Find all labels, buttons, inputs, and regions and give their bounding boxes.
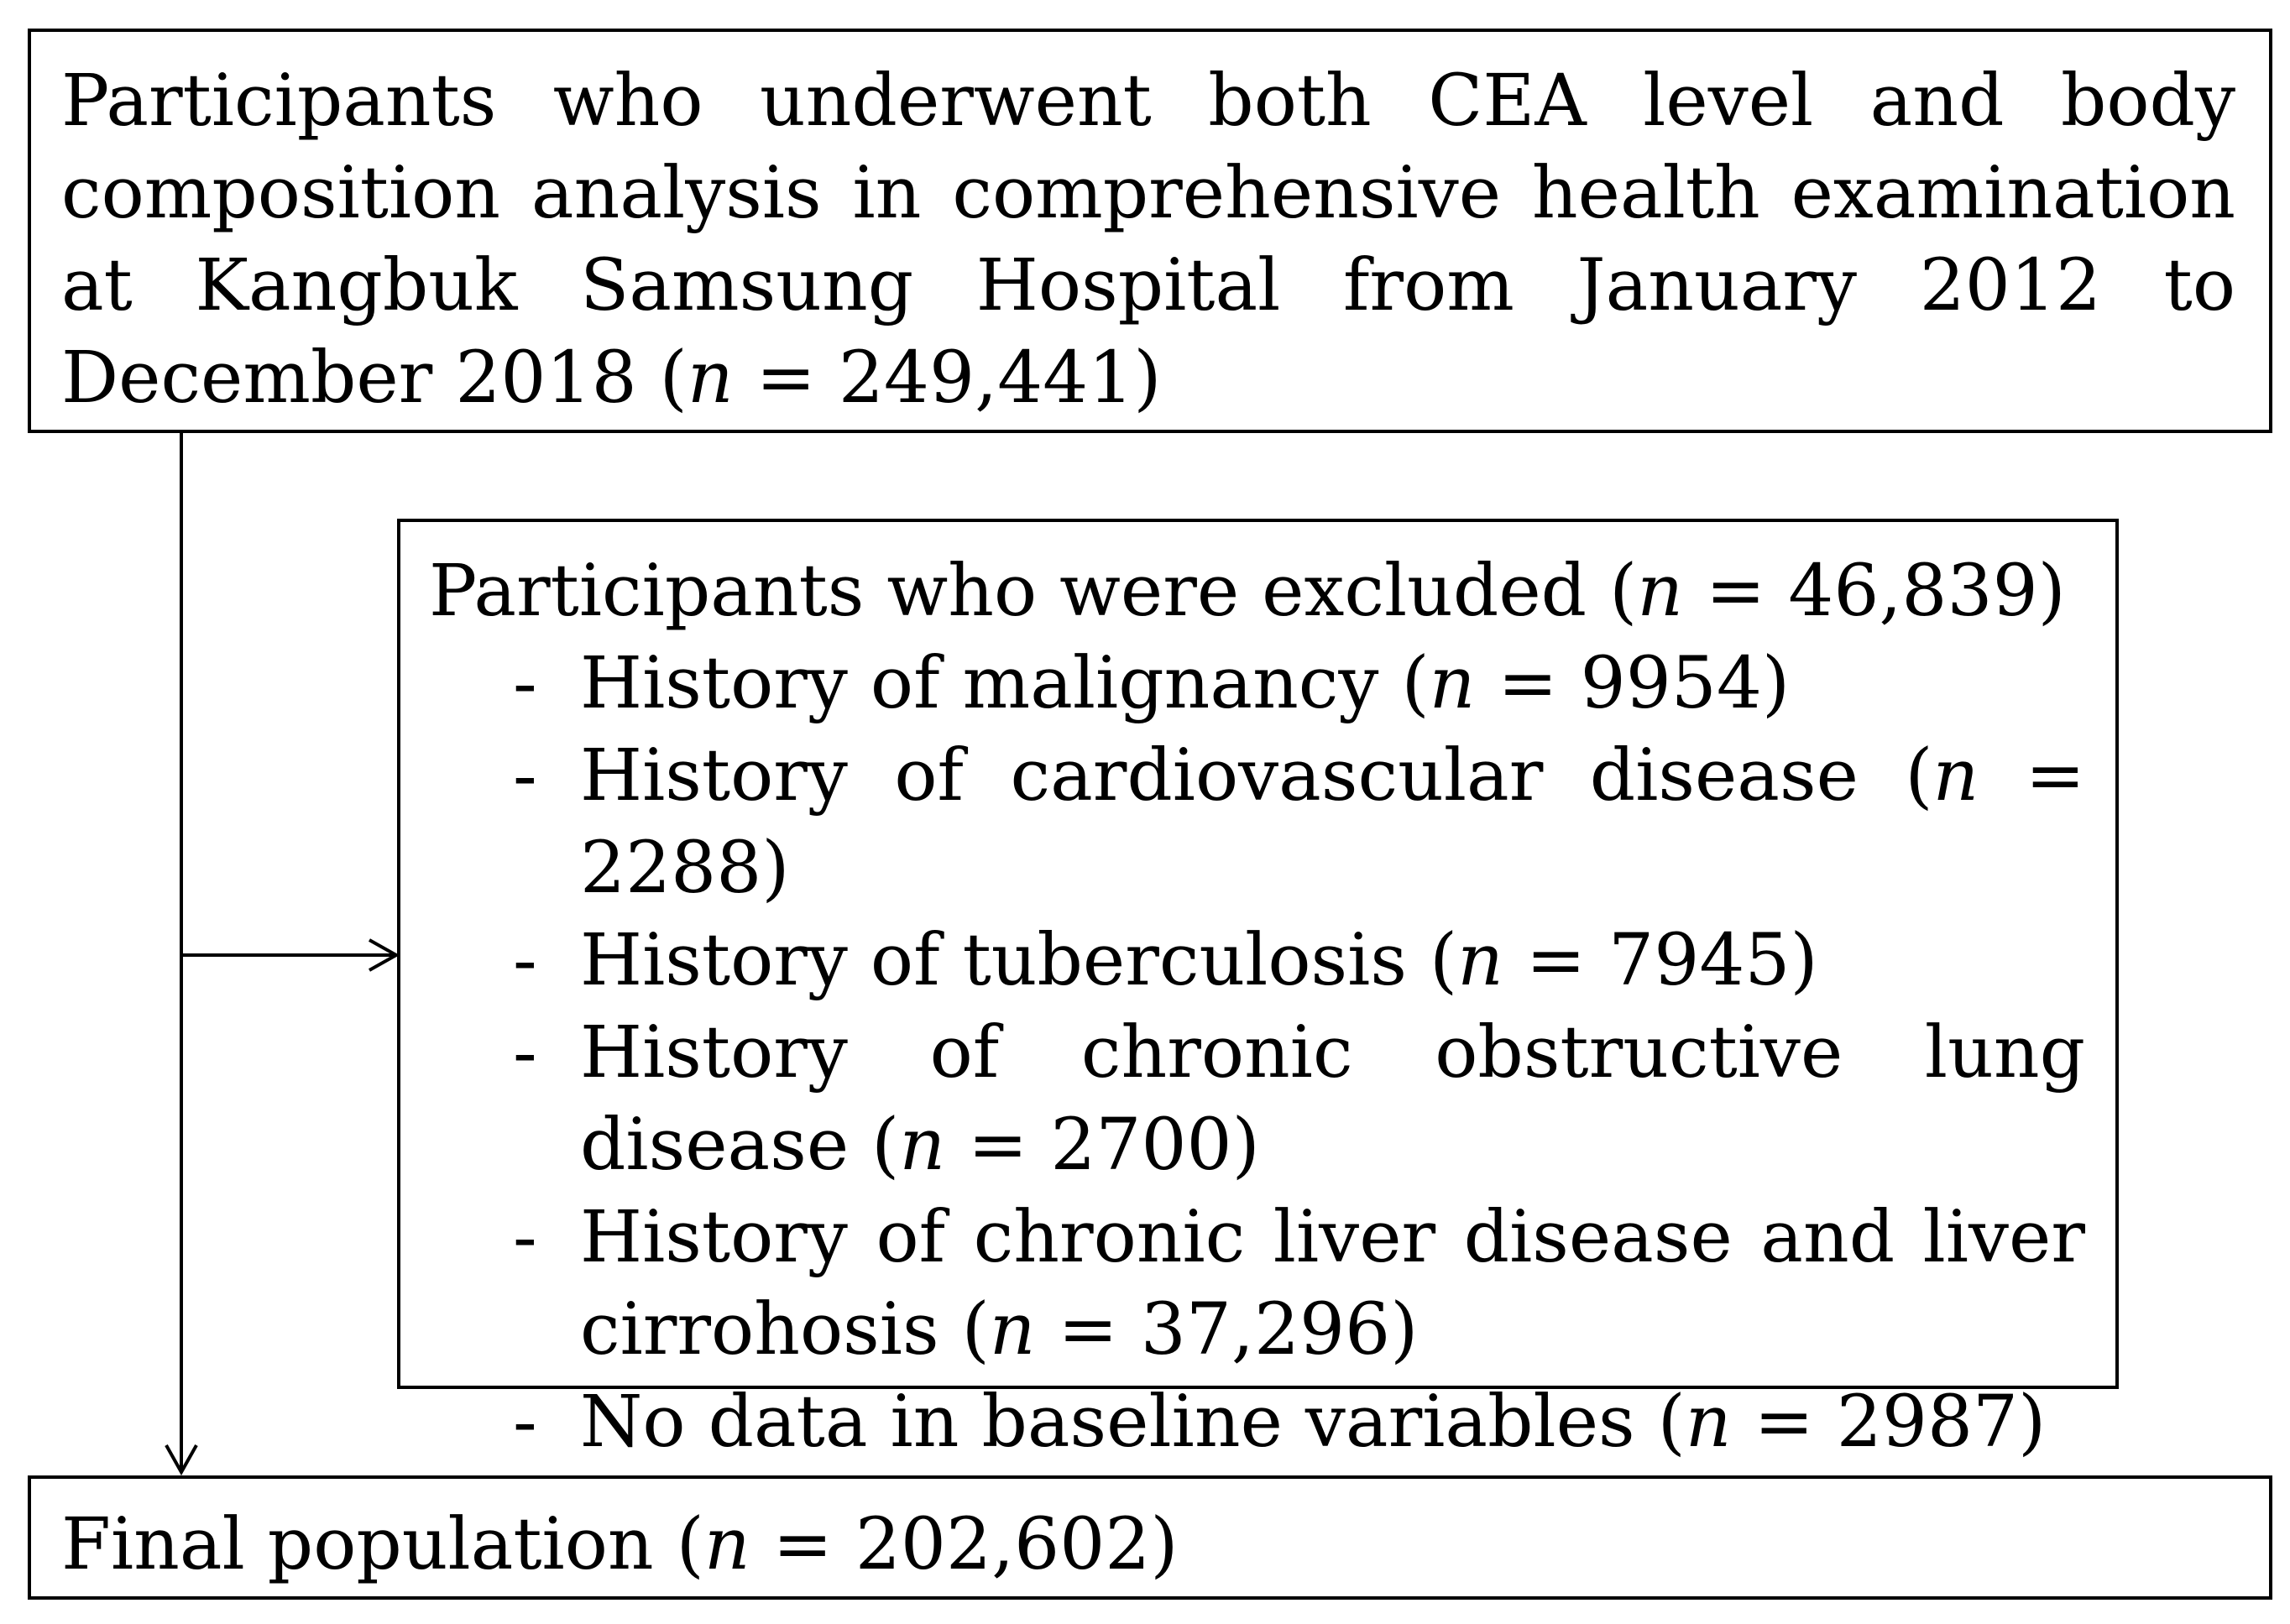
n-label: n	[899, 1104, 946, 1187]
exclusion-item	[429, 915, 2085, 1007]
exclusion-item-text: History of malignancy (	[580, 642, 1430, 725]
n-label: n	[1932, 734, 1979, 817]
n-label: n	[703, 1503, 750, 1586]
list-dash: -	[513, 734, 537, 817]
exclusion-box	[397, 519, 2119, 1464]
exclusion-heading	[429, 546, 2085, 638]
exclusion-criteria-list	[429, 638, 2085, 1469]
final-population-text	[61, 1499, 2235, 1591]
exclusion-item-text: No data in baseline variables (	[580, 1381, 1686, 1464]
n-label: n	[1637, 550, 1683, 633]
list-dash: -	[513, 1196, 537, 1279]
list-dash: -	[513, 1381, 537, 1464]
exclusion-item	[429, 1376, 2085, 1469]
exclusion-total-count: = 46,839)	[1682, 550, 2066, 633]
n-label: n	[1685, 1381, 1732, 1464]
n-label: n	[989, 1288, 1036, 1371]
exclusion-item-text: History of chronic obstructive lung disease (	[580, 1011, 2085, 1187]
exclusion-item	[429, 1192, 2085, 1376]
final-population-label: Final population (	[61, 1503, 704, 1586]
exclusion-item-count: = 7945)	[1503, 919, 1818, 1002]
list-dash: -	[513, 642, 537, 725]
n-label: n	[1429, 642, 1476, 725]
arrowhead-down-icon	[166, 1445, 196, 1472]
enrollment-description: Participants who underwent both CEA level and body composition analysis in comprehensive health examination at Kangbuk Samsung Hospital from January 2012 to December 2018 (	[61, 60, 2235, 420]
exclusion-item	[429, 1007, 2085, 1192]
n-label: n	[1457, 919, 1503, 1002]
enrollment-box	[28, 29, 2272, 433]
exclusion-item-count: = 2288)	[580, 734, 2085, 910]
exclusion-item-count: = 2987)	[1731, 1381, 2047, 1464]
exclusion-item-count: = 37,296)	[1035, 1288, 1419, 1371]
enrollment-text	[61, 55, 2235, 425]
list-dash: -	[513, 1011, 537, 1094]
exclusion-item-text: History of chronic liver disease and liver cirrohosis (	[580, 1196, 2085, 1371]
list-dash: -	[513, 919, 537, 1002]
enrollment-count: = 249,441)	[733, 337, 1162, 420]
final-population-box	[28, 1475, 2272, 1600]
arrowhead-right-icon	[369, 940, 396, 970]
exclusion-heading-text: Participants who were excluded (	[429, 550, 1638, 633]
exclusion-item-text: History of tuberculosis (	[580, 919, 1458, 1002]
exclusion-item	[429, 638, 2085, 730]
exclusion-item-count: = 2700)	[945, 1104, 1260, 1187]
final-population-count: = 202,602)	[750, 1503, 1179, 1586]
exclusion-item	[429, 730, 2085, 915]
n-label: n	[687, 337, 734, 420]
exclusion-item-count: = 9954)	[1475, 642, 1791, 725]
exclusion-item-text: History of cardiovascular disease (	[580, 734, 1933, 817]
